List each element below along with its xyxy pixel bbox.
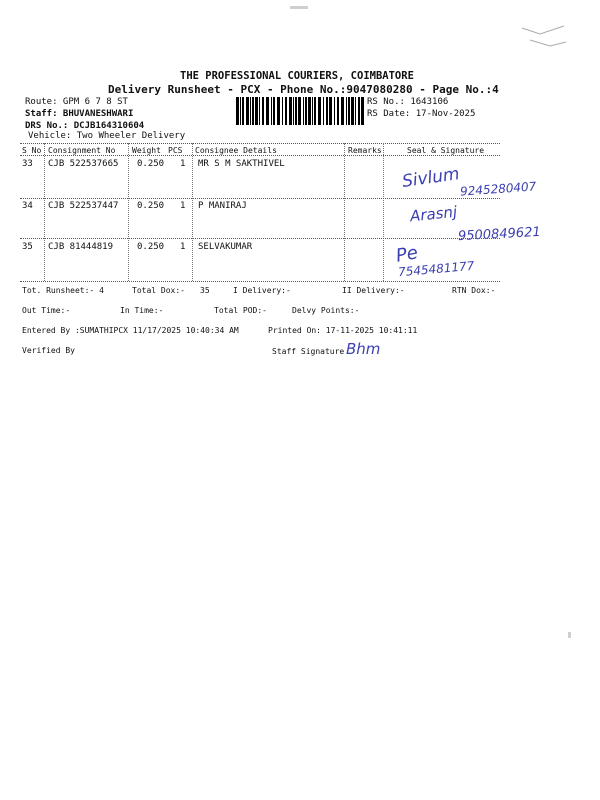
row-pcs: 1 <box>180 159 186 169</box>
row-consignment: CJB 81444819 <box>48 242 114 252</box>
barcode-bar <box>282 97 283 125</box>
barcode-bar <box>326 97 328 125</box>
staff-label: Staff: BHUVANESHWARI <box>25 109 134 119</box>
ii-delivery: II Delivery:- <box>342 286 405 295</box>
col-sno: S No <box>22 146 42 155</box>
route-label: Route: GPM 6 7 8 ST <box>25 97 128 107</box>
barcode-bar <box>262 97 264 125</box>
company-title: THE PROFESSIONAL COURIERS, COIMBATORE <box>180 70 414 82</box>
total-pod: Total POD:- <box>214 306 267 315</box>
col-consignee: Consignee Details <box>195 146 277 155</box>
barcode-bar <box>236 97 239 125</box>
row-pcs: 1 <box>180 201 186 211</box>
scan-mark <box>568 632 571 638</box>
row-consignment: CJB 522537447 <box>48 201 119 211</box>
barcode-bar <box>305 97 307 125</box>
barcode-bar <box>246 97 249 125</box>
barcode-bar <box>308 97 311 125</box>
staff-signature-label: Staff Signature <box>272 347 345 356</box>
row-consignee: MR S M SAKTHIVEL <box>198 159 285 169</box>
verified-by: Verified By <box>22 346 75 355</box>
col-divider <box>383 143 384 281</box>
row-consignment: CJB 522537665 <box>48 159 119 169</box>
barcode-bar <box>303 97 304 125</box>
row-consignee: SELVAKUMAR <box>198 242 253 252</box>
header-bottom-rule <box>20 155 500 156</box>
vehicle-label: Vehicle: Two Wheeler Delivery <box>28 131 186 141</box>
barcode-bar <box>252 97 254 125</box>
barcode-bar <box>295 97 297 125</box>
barcode-bar <box>318 97 321 125</box>
col-weight: Weight <box>132 146 161 155</box>
row-consignee: P MANIRAJ <box>198 201 247 211</box>
barcode-bar <box>242 97 244 125</box>
barcode-bar <box>289 97 292 125</box>
runsheet-title: Delivery Runsheet - PCX - Phone No.:9047080280 - Page No.:4 <box>108 83 499 96</box>
row-rule <box>20 238 500 239</box>
barcode-bar <box>361 97 364 125</box>
barcode-bar <box>329 97 332 125</box>
barcode-bar <box>259 97 260 125</box>
rs-date: RS Date: 17-Nov-2025 <box>367 109 476 119</box>
col-seal-signature: Seal & Signature <box>407 146 485 155</box>
barcode-bar <box>341 97 344 125</box>
barcode <box>236 97 364 125</box>
barcode-bar <box>285 97 287 125</box>
in-time: In Time:- <box>120 306 164 315</box>
col-consignment: Consignment No <box>48 146 116 155</box>
drs-number: DRS No.: DCJB164310604 <box>25 121 145 131</box>
row-rule <box>20 198 500 199</box>
signature-name: Arasnj <box>409 202 458 226</box>
scan-scribble <box>520 20 570 50</box>
col-divider <box>344 143 345 281</box>
rs-number: RS No.: 1643106 <box>367 97 449 107</box>
row-pcs: 1 <box>180 242 186 252</box>
row-weight: 0.250 <box>137 159 165 169</box>
row-sno: 34 <box>22 201 33 211</box>
barcode-bar <box>298 97 301 125</box>
row-sno: 35 <box>22 242 33 252</box>
barcode-bar <box>240 97 241 125</box>
barcode-bar <box>293 97 294 125</box>
signature-name: Sivlum <box>400 164 461 192</box>
barcode-bar <box>358 97 360 125</box>
signature-phone: 9500849621 <box>457 224 542 245</box>
barcode-bar <box>314 97 316 125</box>
scan-mark <box>290 6 308 9</box>
barcode-bar <box>266 97 269 125</box>
row-weight: 0.250 <box>137 242 165 252</box>
col-divider <box>128 143 129 281</box>
barcode-bar <box>271 97 272 125</box>
barcode-bar <box>250 97 251 125</box>
delvy-points: Delvy Points:- <box>292 306 360 315</box>
barcode-bar <box>355 97 356 125</box>
signature-name: Pe <box>394 242 420 267</box>
barcode-bar <box>273 97 275 125</box>
row-weight: 0.250 <box>137 201 165 211</box>
entered-by: Entered By :SUMATHIPCX 11/17/2025 10:40:34 AM <box>22 326 239 335</box>
barcode-bar <box>277 97 280 125</box>
out-time: Out Time:- <box>22 306 71 315</box>
barcode-bar <box>348 97 350 125</box>
barcode-bar <box>346 97 347 125</box>
barcode-bar <box>255 97 258 125</box>
table-bottom-rule <box>20 281 500 282</box>
col-divider <box>44 143 45 281</box>
row-sno: 33 <box>22 159 33 169</box>
col-remarks: Remarks <box>348 146 382 155</box>
total-dox-value: 35 <box>200 286 210 295</box>
barcode-bar <box>334 97 335 125</box>
tot-runsheet: Tot. Runsheet:- 4 <box>22 286 104 295</box>
col-divider <box>192 143 193 281</box>
barcode-bar <box>323 97 324 125</box>
rtn-dox: RTN Dox:- <box>452 286 496 295</box>
barcode-bar <box>351 97 354 125</box>
i-delivery: I Delivery:- <box>233 286 291 295</box>
printed-on: Printed On: 17-11-2025 10:41:11 <box>268 326 418 335</box>
staff-signature-mark: Bhm <box>346 340 381 358</box>
total-dox-label: Total Dox:- <box>132 286 185 295</box>
col-pcs: PCS <box>168 146 183 155</box>
barcode-bar <box>312 97 313 125</box>
barcode-bar <box>337 97 339 125</box>
signature-phone: 7545481177 <box>397 258 475 280</box>
header-top-rule <box>20 143 500 144</box>
signature-phone: 9245280407 <box>459 179 537 199</box>
